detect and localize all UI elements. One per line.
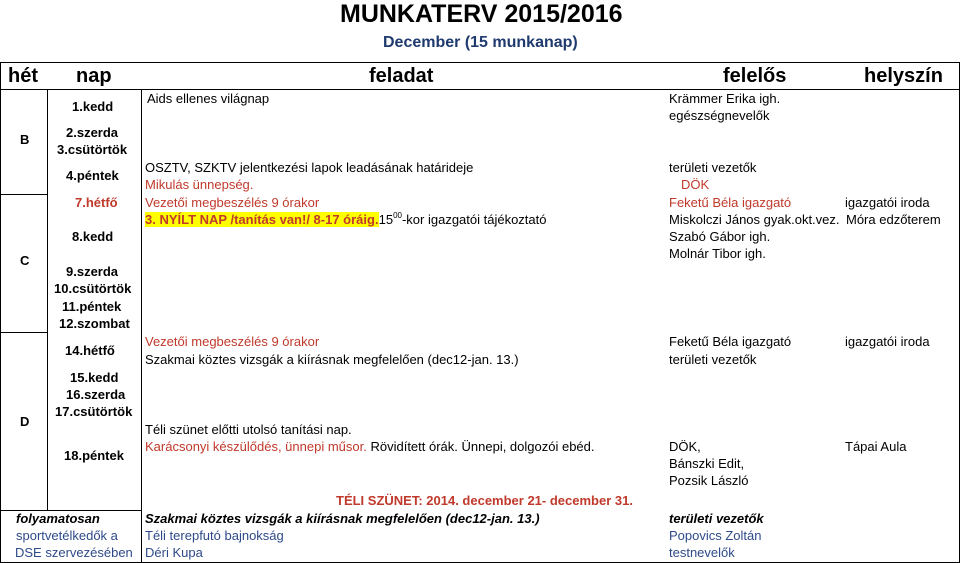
continuous-label: folyamatosan (16, 511, 100, 526)
christmas-task-red: Karácsonyi készülődés, ünnepi műsor. (145, 439, 367, 454)
open-day-task (145, 212, 547, 228)
osztv-responsible: területi vezetők (669, 160, 757, 175)
sport-label-2: DSE szervezésében (15, 545, 133, 560)
meeting-14-place: igazgatói iroda (845, 334, 930, 349)
day-9: 9.szerda (66, 264, 119, 279)
last-day-task: Téli szünet előtti utolsó tanítási nap. (145, 422, 352, 437)
osztv-task: OSZTV, SZKTV jelentkezési lapok leadásának határideje (145, 160, 474, 175)
sport-responsible-2: testnevelők (669, 545, 735, 560)
christmas-responsible-2: Bánszki Edit, (669, 456, 745, 471)
continuous-responsible: területi vezetők (669, 511, 764, 526)
sport-responsible-1: Popovics Zoltán (669, 528, 762, 543)
day-17: 17.csütörtök (55, 404, 133, 419)
header-het: hét (8, 65, 38, 87)
day-8: 8.kedd (72, 229, 114, 244)
page-title: MUNKATERV 2015/2016 (340, 0, 623, 28)
mikulas-task: Mikulás ünnepség. (145, 177, 254, 192)
exam-14-responsible: területi vezetők (669, 352, 757, 367)
table-top-border (0, 62, 960, 63)
meeting-14-responsible: Feketű Béla igazgató (669, 334, 792, 349)
day-18: 18.péntek (64, 448, 124, 463)
open-day-time: 15 (378, 212, 394, 227)
mikulas-responsible: DÖK (681, 177, 710, 192)
meeting-7-place: igazgatói iroda (845, 195, 930, 210)
christmas-task-rest: Rövidített órák. Ünnepi, dolgozói ebéd. (366, 439, 595, 454)
sport-task-1: Téli terepfutó bajnokság (145, 528, 284, 543)
meeting-7-responsible: Feketű Béla igazgató (669, 195, 792, 210)
week-b-bottom-border (0, 194, 48, 195)
day-2: 2.szerda (66, 125, 119, 140)
week-c: C (20, 253, 30, 268)
aids-responsible-1: Krämmer Erika igh. (669, 91, 781, 106)
aids-task: Aids ellenes világnap (147, 91, 270, 106)
sport-label-1: sportvetélkedők a (16, 528, 118, 543)
meeting-14-task: Vezetői megbeszélés 9 órakor (145, 334, 320, 349)
open-day-place: Móra edzőterem (846, 212, 941, 227)
day-11: 11.péntek (62, 299, 122, 314)
day-10: 10.csütörtök (54, 281, 132, 296)
day-14: 14.hétfő (65, 343, 115, 358)
sport-task-2: Déri Kupa (145, 545, 203, 560)
header-helyszin: helyszín (864, 65, 943, 87)
day-column-border (141, 89, 142, 563)
header-felelos: felelős (723, 65, 787, 87)
day-1: 1.kedd (72, 99, 114, 114)
open-day-responsible-2: Szabó Gábor igh. (669, 229, 771, 244)
table-header-border (0, 89, 960, 90)
open-day-rest: -kor igazgatói tájékoztató (401, 212, 547, 227)
christmas-responsible-1: DÖK, (669, 439, 701, 454)
week-b: B (20, 132, 30, 147)
header-feladat: feladat (369, 65, 434, 87)
aids-responsible-2: egészségnevelők (669, 108, 770, 123)
page-subtitle: December (15 munkanap) (383, 34, 578, 51)
open-day-highlight: 3. NYÍLT NAP /tanítás van!/ 8-17 óráig. (145, 212, 379, 227)
table-left-border (0, 62, 1, 563)
week-c-bottom-border (0, 332, 48, 333)
christmas-task (145, 439, 595, 455)
exam-14-task: Szakmai köztes vizsgák a kiírásnak megfelelően (dec12-jan. 13.) (145, 352, 519, 367)
open-day-responsible-3: Molnár Tibor igh. (669, 246, 766, 261)
meeting-7-task: Vezetői megbeszélés 9 órakor (145, 195, 320, 210)
christmas-place: Tápai Aula (845, 439, 907, 454)
week-column-border (47, 89, 48, 511)
header-nap: nap (76, 65, 112, 87)
day-16: 16.szerda (66, 387, 126, 402)
day-7: 7.hétfő (75, 195, 118, 210)
day-4: 4.péntek (66, 168, 119, 183)
christmas-responsible-3: Pozsik László (669, 473, 749, 488)
winter-break-note: TÉLI SZÜNET: 2014. december 21- december 31. (336, 493, 633, 508)
day-3: 3.csütörtök (57, 142, 128, 157)
open-day-responsible-1: Miskolczi János gyak.okt.vez. (669, 212, 840, 227)
week-d: D (20, 414, 30, 429)
day-15: 15.kedd (70, 370, 119, 385)
day-12: 12.szombat (59, 316, 130, 331)
continuous-task: Szakmai köztes vizsgák a kiírásnak megfelelően (dec12-jan. 13.) (145, 511, 540, 526)
open-day-time-sup: 00 (393, 211, 402, 220)
